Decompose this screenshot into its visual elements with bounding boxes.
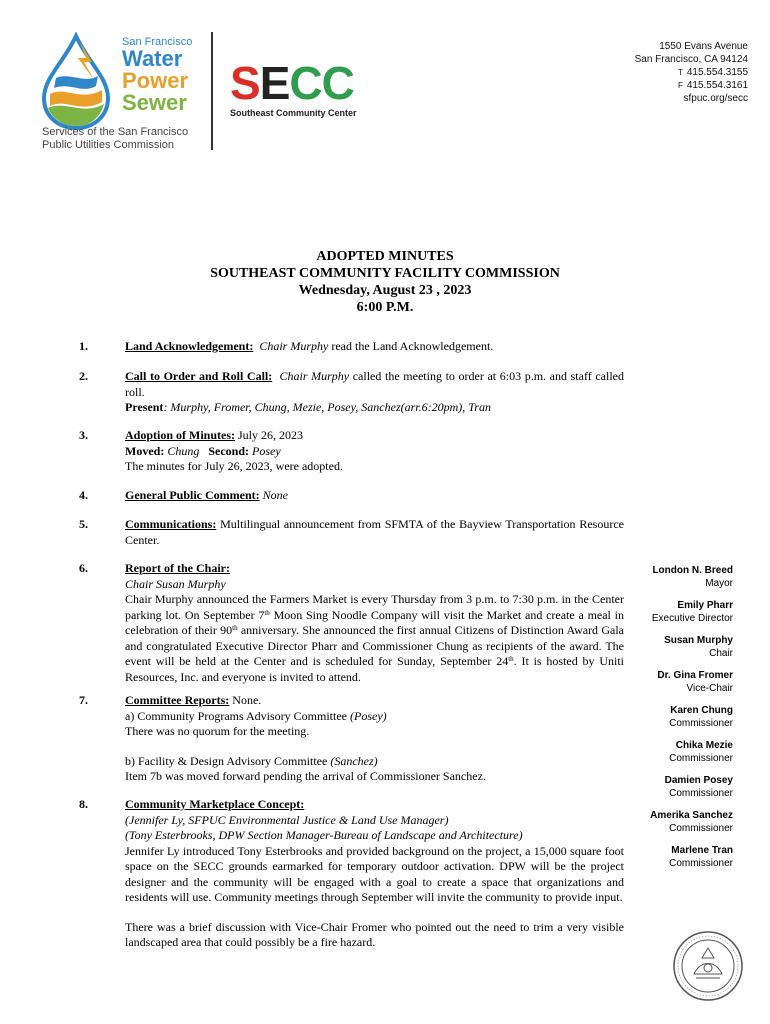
item-actor: Chair Susan Murphy: [125, 576, 226, 591]
agenda-item-3: [79, 428, 624, 475]
item-text-2: There was a brief discussion with Vice-Chair Fromer who pointed out the need to trim a very visible landscaped area that could possibly be a fire hazard.: [125, 919, 624, 949]
item-number: 5.: [79, 517, 88, 531]
ordinal-suffix: th: [508, 655, 514, 663]
services-line-2: Public Utilities Commission: [42, 139, 175, 151]
services-caption: [42, 126, 212, 152]
member-name: Karen Chung: [670, 705, 733, 716]
agenda-item-2: [79, 369, 624, 416]
agenda-item-4: [79, 488, 624, 504]
item-text-3: anniversary. She announced the first annual Citizens of Distinction Award Gala and congratulated Executive Director Pharr and Commissioner Chung as recipients of the award. The event will be held at the Center and is scheduled for Sunday, September 24: [125, 623, 624, 668]
subcommittee-b: b) Facility & Design Advisory Committee: [125, 753, 331, 768]
title-line-2: SOUTHEAST COMMUNITY FACILITY COMMISSION: [210, 266, 560, 281]
roster-member: [613, 810, 733, 835]
item-number: 3.: [79, 428, 88, 442]
title-line-3: Wednesday, August 23 , 2023: [298, 283, 472, 298]
item-text: Multilingual announcement from SFMTA of the Bayview Transportation Resource Center.: [125, 517, 624, 547]
item-number: 7.: [79, 693, 88, 707]
presenter-2: (Tony Esterbrooks, DPW Section Manager-Bureau of Landscape and Architecture): [125, 828, 523, 842]
item-body: [125, 369, 624, 416]
item-heading: Call to Order and Roll Call:: [125, 369, 273, 383]
item-body: [125, 517, 624, 548]
address-block: [635, 40, 748, 105]
ordinal-suffix: th: [232, 624, 238, 632]
member-name: Amerika Sanchez: [650, 810, 733, 821]
roster-member: [613, 565, 733, 590]
moved-value: Chung: [164, 443, 200, 458]
phone-label: T: [677, 68, 683, 77]
item-heading: Report of the Chair:: [125, 561, 230, 575]
member-name: Marlene Tran: [671, 845, 733, 856]
water-drop-icon: [36, 32, 116, 132]
item-number: 1.: [79, 339, 88, 353]
item-heading: Adoption of Minutes:: [125, 428, 236, 442]
address-phone-row: [635, 66, 748, 79]
member-role: Commissioner: [669, 788, 733, 799]
item-text: The minutes for July 26, 2023, were adopted.: [125, 459, 343, 473]
item-heading: Communications:: [125, 517, 217, 531]
item-text-4: . It is hosted by Uniti Resources, Inc. and everyone is invited to attend.: [125, 654, 624, 684]
roster-member: [613, 635, 733, 660]
member-role: Mayor: [705, 578, 733, 589]
item-heading: Community Marketplace Concept:: [125, 797, 305, 811]
title-line-1: ADOPTED MINUTES: [316, 249, 454, 264]
moved-label: Moved:: [125, 443, 165, 458]
member-name: Susan Murphy: [664, 635, 733, 646]
agenda-item-8: [79, 797, 624, 951]
member-name: Emily Pharr: [677, 600, 733, 611]
roster-member: [613, 705, 733, 730]
header-divider: [211, 32, 213, 150]
item-text: read the Land Acknowledgement.: [328, 339, 494, 353]
agenda-item-7: [79, 693, 624, 785]
subcommittee-a-member: (Posey): [350, 708, 387, 723]
item-date: July 26, 2023: [235, 428, 304, 442]
member-role: Chair: [709, 648, 733, 659]
secc-letter-s: S: [230, 57, 260, 109]
roster-member: [613, 670, 733, 695]
agenda-item-1: [79, 339, 624, 355]
item-heading: Committee Reports:: [125, 693, 230, 707]
logo-water: Water: [122, 46, 183, 71]
member-name: London N. Breed: [652, 565, 733, 576]
item-actor: Chair Murphy: [259, 339, 329, 353]
item-body: [125, 693, 624, 785]
present-label: Present: [125, 400, 164, 414]
item-number: 4.: [79, 488, 88, 502]
subcommittee-b-member: (Sanchez): [330, 753, 378, 768]
subcommittee-b-text: Item 7b was moved forward pending the arrival of Commissioner Sanchez.: [125, 769, 486, 783]
member-name: Dr. Gina Fromer: [657, 670, 733, 681]
city-seal-icon: [672, 930, 744, 1002]
secc-letter-e: E: [259, 57, 290, 109]
member-role: Executive Director: [651, 613, 733, 624]
item-text: None.: [229, 693, 262, 707]
address-street: 1550 Evans Avenue: [659, 41, 748, 52]
secc-subtitle: Southeast Community Center: [230, 108, 357, 118]
agenda-item-5: [79, 517, 624, 548]
member-role: Commissioner: [669, 753, 733, 764]
secc-letters: [230, 57, 400, 109]
secc-letter-c2: C: [321, 57, 354, 109]
item-text-2: Moon Sing Noodle Company will visit the Market and create a meal in celebration of their 90: [125, 607, 624, 637]
member-name: Chika Mezie: [675, 740, 733, 751]
fax-label: F: [677, 81, 683, 90]
address-phone: 415.554.3155: [686, 67, 748, 78]
present-list: : Murphy, Fromer, Chung, Mezie, Posey, Sanchez(arr.6:20pm), Tran: [163, 400, 491, 414]
logo-power: Power: [122, 68, 189, 93]
member-role: Commissioner: [669, 718, 733, 729]
roster-member: [613, 740, 733, 765]
logo-wordmark: [122, 36, 192, 114]
address-city: San Francisco, CA 94124: [634, 54, 748, 65]
item-actor: Chair Murphy: [279, 369, 350, 383]
title-line-4: 6:00 P.M.: [356, 300, 414, 315]
item-number: 8.: [79, 797, 88, 811]
item-body: [125, 339, 624, 355]
services-line-1: Services of the San Francisco: [42, 126, 189, 138]
ordinal-suffix: th: [264, 608, 270, 617]
item-number: 6.: [79, 561, 88, 575]
presenter-1: (Jennifer Ly, SFPUC Environmental Justice & Land Use Manager): [125, 812, 449, 827]
secc-letter-c1: C: [289, 57, 322, 109]
item-text: None: [259, 488, 288, 502]
logo-sewer: Sewer: [122, 90, 187, 115]
member-role: Commissioner: [669, 823, 733, 834]
item-number: 2.: [79, 369, 88, 383]
second-label: Second:: [208, 443, 250, 458]
logo-san-francisco: San Francisco: [122, 36, 193, 48]
subcommittee-a-text: There was no quorum for the meeting.: [125, 724, 310, 738]
item-body: [125, 488, 624, 504]
member-name: Damien Posey: [664, 775, 733, 786]
roster-member: [613, 775, 733, 800]
address-web: sfpuc.org/secc: [683, 93, 748, 104]
secc-logo: [230, 57, 400, 118]
agenda-item-6: [79, 561, 624, 685]
roster-member: [613, 600, 733, 625]
roster-member: [613, 845, 733, 870]
document-title: [0, 248, 770, 316]
subcommittee-a: a) Community Programs Advisory Committee: [125, 708, 350, 723]
item-heading: General Public Comment:: [125, 488, 260, 502]
item-text: called the meeting to order at 6:03 p.m. and staff called roll.: [125, 369, 624, 399]
member-role: Vice-Chair: [686, 683, 733, 694]
member-role: Commissioner: [669, 858, 733, 869]
item-text-1: Chair Murphy announced the Farmers Market is every Thursday from 3 p.m. to 7:30 p.m. in the Center parking lot. On September 7: [125, 592, 624, 622]
address-fax: 415.554.3161: [686, 80, 748, 91]
commission-roster: [613, 565, 733, 880]
address-fax-row: [635, 79, 748, 92]
second-value: Posey: [249, 443, 281, 458]
item-body: [125, 797, 624, 951]
item-body: [125, 428, 624, 475]
item-body: [125, 561, 624, 685]
item-text: Jennifer Ly introduced Tony Esterbrooks and provided background on the project, a 15,000 square foot space on the SECC grounds earmarked for temporary outdoor activation. DPW will be the project designer and the community will be engaged with a goal to create a space that organizations and residents will use. Community meetings through September will invite the community to provide input.: [125, 843, 624, 904]
item-heading: Land Acknowledgement:: [125, 339, 254, 353]
